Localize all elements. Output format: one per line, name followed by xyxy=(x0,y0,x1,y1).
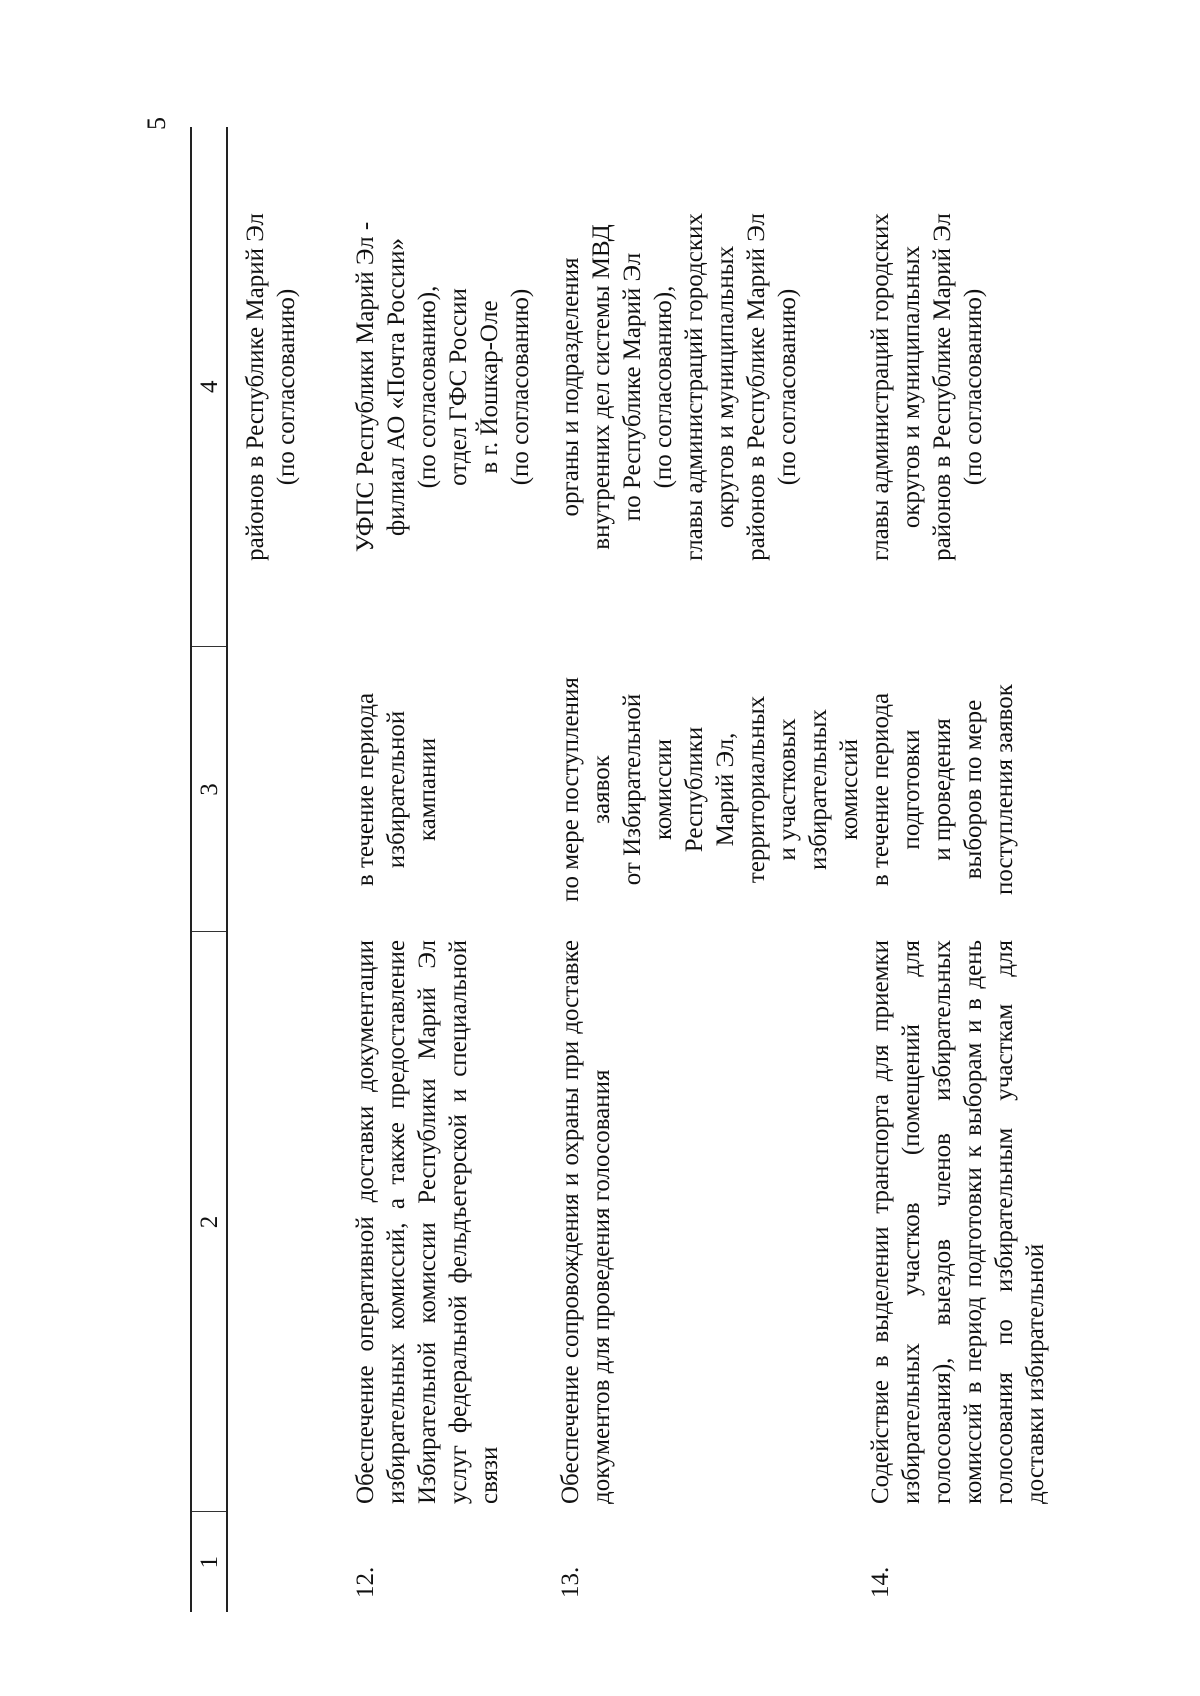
measure-text: Содействие в выделении транспорта для приемки избирательных участков (помещений для голосования), выездов членов избирательных комиссий в период подготовки к выборам и в день голосования по избирательным участкам для доставки избирательной xyxy=(867,940,1049,1504)
measure-text: Обеспечение оперативной доставки документации избирательных комиссий, а также предоставление Избирательной комиссии Республики Марий Эл услуг федеральной фельдъегерской и специальной связи xyxy=(352,940,503,1504)
rotated-sheet xyxy=(190,127,1049,1612)
executor-cell: органы и подразделения внутренних дел системы МВД по Республике Марий Эл (по согласованию), главы администраций городских округов и муниципальных районов в Республике Марий Эл (по согласованию) xyxy=(557,213,801,561)
header-col-3: 3 xyxy=(191,647,227,932)
table-row xyxy=(350,127,555,1612)
page-number: 5 xyxy=(142,117,171,130)
header-col-4: 4 xyxy=(191,127,227,647)
row-number: 12. xyxy=(352,1566,379,1598)
table-row-continuation xyxy=(227,127,350,1612)
term-cell: в течение периода подготовки и проведения выборов по мере поступления заявок xyxy=(867,684,1018,895)
term-cell: в течение периода избирательной кампании xyxy=(352,692,441,887)
header-col-1: 1 xyxy=(191,1512,227,1612)
measures-table xyxy=(190,127,1051,1612)
row-number: 13. xyxy=(557,1566,584,1598)
term-cell: по мере поступления заявок от Избирательной комиссии Республики Марий Эл, территориальных и участковых избирательных комиссий xyxy=(557,677,863,902)
table-row xyxy=(555,127,865,1612)
header-row xyxy=(191,127,227,1612)
table-row xyxy=(865,127,1051,1612)
executor-cell: УФПС Республики Марий Эл - филиал АО «Почта России» (по согласованию), отдел ГФС России в г. Йошкар-Оле (по согласованию) xyxy=(352,221,534,553)
executor-cell: главы администраций городских округов и муниципальных районов в Республике Марий Эл (по согласованию) xyxy=(867,213,987,561)
row-number: 14. xyxy=(867,1566,894,1598)
measure-text: Обеспечение сопровождения и охраны при доставке документов для проведения голосования xyxy=(557,940,615,1504)
executor-cell: районов в Республике Марий Эл (по согласованию) xyxy=(242,213,300,561)
header-col-2: 2 xyxy=(191,932,227,1512)
